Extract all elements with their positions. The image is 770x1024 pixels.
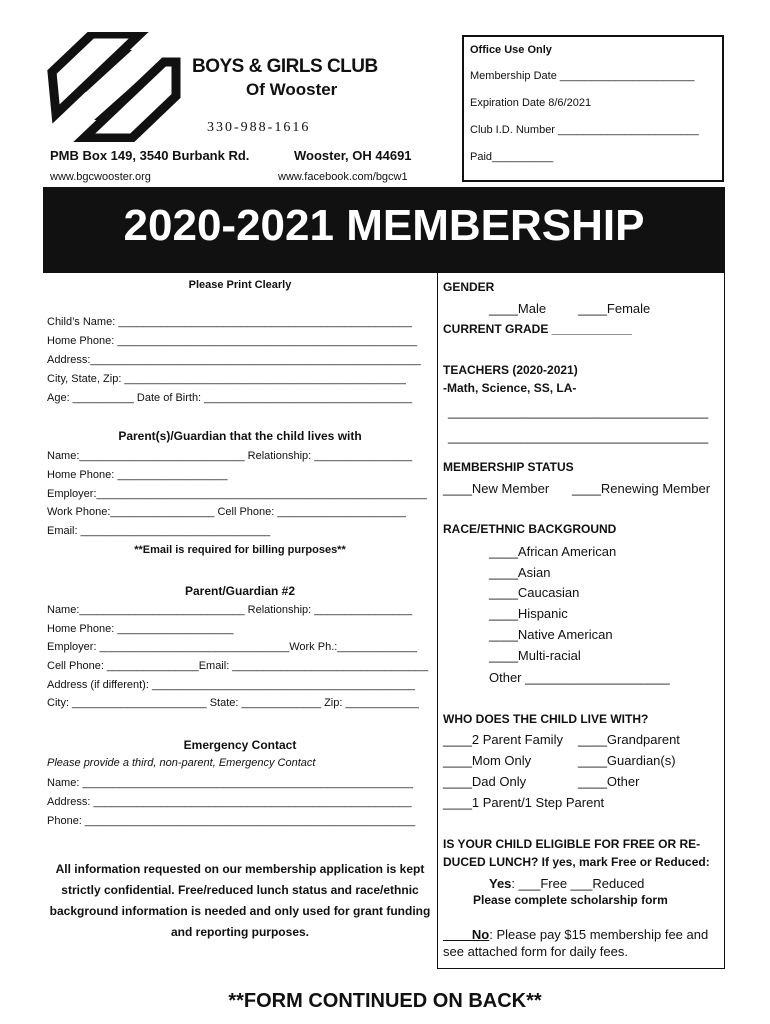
emergency-name-field[interactable]: Name: ______________________________________________________ [47, 777, 413, 789]
race-option[interactable]: ____African American [489, 544, 617, 559]
club-facebook: www.facebook.com/bgcw1 [278, 171, 408, 183]
new-member-option[interactable]: ____New Member [443, 481, 550, 496]
emergency-phone-field[interactable]: Phone: ______________________________________________________ [47, 815, 416, 827]
club-city: Wooster, OH 44691 [294, 148, 412, 163]
lives-with-heading: WHO DOES THE CHILD LIVE WITH? [443, 712, 649, 726]
title-banner [43, 187, 725, 273]
home-phone-field[interactable]: Home Phone: _________________________________________________ [47, 335, 418, 347]
race-heading: RACE/ETHNIC BACKGROUND [443, 522, 617, 536]
club-subtitle: Of Wooster [246, 80, 338, 99]
grandparent-option[interactable]: ____Grandparent [578, 732, 680, 747]
current-grade-field[interactable]: CURRENT GRADE ____________ [443, 322, 632, 336]
lunch-yes-row [489, 876, 644, 891]
guardian2-address-field[interactable]: Address (if different): ___________________________________________ [47, 679, 416, 691]
guardian-heading: Parent(s)/Guardian that the child lives with [118, 429, 362, 443]
confidential-line-2: strictly confidential. Free/reduced lunch status and race/ethnic [61, 883, 419, 897]
club-website: www.bgcwooster.org [50, 171, 151, 183]
paid-field[interactable]: Paid__________ [470, 151, 554, 163]
age-dob-field[interactable]: Age: __________ Date of Birth: __________________________________ [47, 392, 413, 404]
confidential-line-1: All information requested on our membership application is kept [55, 862, 425, 876]
guardians-option[interactable]: ____Guardian(s) [578, 753, 676, 768]
two-parent-option[interactable]: ____2 Parent Family [443, 732, 563, 747]
guardian2-name-field[interactable]: Name:___________________________ Relationship: ________________ [47, 604, 413, 616]
guardian-name-field[interactable]: Name:___________________________ Relationship: ________________ [47, 450, 413, 462]
race-option[interactable]: ____Hispanic [489, 606, 568, 621]
office-title: Office Use Only [470, 44, 552, 56]
no-option[interactable]: ____No [443, 927, 490, 942]
race-option[interactable]: ____Multi-racial [489, 648, 581, 663]
club-phone: 330-988-1616 [207, 120, 311, 135]
guardian-home-phone-field[interactable]: Home Phone: __________________ [47, 469, 228, 481]
child-name-field[interactable]: Child’s Name: ________________________________________________ [47, 316, 412, 328]
membership-date-field[interactable]: Membership Date ______________________ [470, 70, 695, 82]
lunch-question-line-2: DUCED LUNCH? If yes, mark Free or Reduced: [443, 855, 710, 869]
scholarship-note: Please complete scholarship form [473, 893, 668, 907]
lunch-no-row [443, 927, 708, 942]
guardian-work-cell-field[interactable]: Work Phone:_________________ Cell Phone: _____________________ [47, 506, 406, 518]
city-state-zip-field[interactable]: City, State, Zip: ______________________________________________ [47, 373, 406, 385]
boys-girls-club-logo-icon [44, 32, 184, 142]
confidential-line-4: and reporting purposes. [170, 925, 309, 939]
address-field[interactable]: Address:______________________________________________________ [47, 354, 421, 366]
print-clearly-note: Please Print Clearly [188, 279, 292, 291]
emergency-address-field[interactable]: Address: ____________________________________________________ [47, 796, 412, 808]
guardian2-city-field[interactable]: City: ______________________ State: _____________ Zip: ____________ [47, 697, 419, 709]
free-reduced-options[interactable]: : ___Free ___Reduced [511, 876, 645, 891]
gender-female-option[interactable]: ____Female [578, 301, 651, 316]
yes-label: Yes [489, 876, 512, 891]
guardian-email-field[interactable]: Email: _______________________________ [47, 525, 271, 537]
club-address: PMB Box 149, 3540 Burbank Rd. [50, 148, 250, 163]
step-parent-option[interactable]: ____1 Parent/1 Step Parent [443, 795, 605, 810]
guardian-employer-field[interactable]: Employer:______________________________________________________ [47, 488, 427, 500]
dad-only-option[interactable]: ____Dad Only [443, 774, 527, 789]
emergency-heading: Emergency Contact [183, 738, 297, 752]
membership-status-heading: MEMBERSHIP STATUS [443, 460, 574, 474]
gender-heading: GENDER [443, 280, 495, 294]
teachers-heading: TEACHERS (2020-2021) [443, 363, 578, 377]
guardian2-home-phone-field[interactable]: Home Phone: ___________________ [47, 623, 234, 635]
lunch-question-line-1: IS YOUR CHILD ELIGIBLE FOR FREE OR RE- [443, 837, 701, 851]
form-continued-footer: **FORM CONTINUED ON BACK** [228, 990, 542, 1012]
guardian2-heading: Parent/Guardian #2 [184, 584, 296, 598]
guardian2-employer-field[interactable]: Employer: _______________________________Work Ph.:_____________ [47, 641, 417, 653]
teachers-line-2[interactable]: ____________________________________ [448, 429, 709, 444]
no-fee-text-2: see attached form for daily fees. [443, 944, 628, 959]
renewing-member-option[interactable]: ____Renewing Member [572, 481, 711, 496]
mom-only-option[interactable]: ____Mom Only [443, 753, 532, 768]
teachers-subjects: -Math, Science, SS, LA- [443, 381, 577, 395]
confidential-line-3: background information is needed and only used for grant funding [49, 904, 431, 918]
email-required-note: **Email is required for billing purposes** [134, 544, 346, 556]
club-id-field[interactable]: Club I.D. Number _______________________ [470, 124, 699, 136]
page-title: 2020-2021 MEMBERSHIP [123, 201, 645, 250]
other-option[interactable]: ____Other [578, 774, 640, 789]
teachers-line-1[interactable]: ____________________________________ [448, 404, 709, 419]
race-other-field[interactable]: Other ____________________ [489, 670, 670, 685]
guardian2-cell-email-field[interactable]: Cell Phone: _______________Email: ________________________________ [47, 660, 429, 672]
emergency-note: Please provide a third, non-parent, Emergency Contact [47, 757, 316, 769]
race-option[interactable]: ____Native American [489, 627, 613, 642]
race-option[interactable]: ____Asian [489, 565, 551, 580]
race-option[interactable]: ____Caucasian [489, 585, 580, 600]
club-name: BOYS & GIRLS CLUB [192, 56, 378, 77]
no-fee-text: : Please pay $15 membership fee and [489, 927, 709, 942]
gender-male-option[interactable]: ____Male [489, 301, 547, 316]
expiration-date: Expiration Date 8/6/2021 [470, 97, 592, 109]
